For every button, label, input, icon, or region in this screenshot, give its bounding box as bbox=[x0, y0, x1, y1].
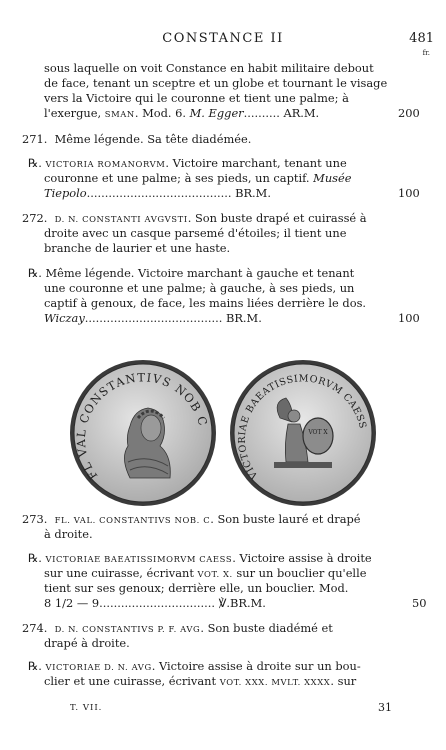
entry-number: 274. bbox=[22, 621, 48, 635]
reverse-symbol: ℞. bbox=[28, 266, 46, 280]
page-number: 481 bbox=[409, 31, 434, 46]
entry-number: 272. bbox=[22, 211, 48, 225]
text-line: captif à genoux, de face, les mains liées derrière le dos. bbox=[44, 296, 367, 310]
text-line: tient sur ses genoux; derrière elle, un bouclier. Mod. bbox=[44, 581, 349, 595]
entry-number: 271. bbox=[22, 132, 48, 146]
signature-mark: 31 bbox=[378, 701, 392, 714]
text-line: vers la Victoire qui le couronne et tient une palme; à bbox=[44, 91, 349, 105]
text-line: droite avec un casque parsemé d'étoiles; il tient une bbox=[44, 226, 347, 240]
reverse-description: ℞. VICTORIA ROMANORVM. Victoire marchant, tenant une bbox=[28, 156, 347, 170]
entry-272-title: 272. D. N. CONSTANTI AVGVSTI. Son buste drapé et cuirassé à bbox=[22, 211, 367, 225]
text-line: à droite. bbox=[44, 527, 93, 541]
text-line: Tiepolo........................................ BR.M. bbox=[44, 186, 271, 200]
text-line: sous laquelle on voit Constance en habit militaire debout bbox=[44, 61, 374, 75]
text-line: sur une cuirasse, écrivant VOT. X. sur un bouclier qu'elle bbox=[44, 566, 367, 580]
running-title: CONSTANCE II bbox=[162, 31, 284, 46]
entry-273-title: 273. FL. VAL. CONSTANTIVS NOB. C. Son buste lauré et drapé bbox=[22, 512, 361, 526]
reverse-description: ℞. Même légende. Victoire marchant à gauche et tenant bbox=[28, 266, 355, 280]
metal-mark: ℣.BR.M. bbox=[218, 596, 266, 610]
price-value: 100 bbox=[398, 311, 420, 325]
shield-inscription: VOT X bbox=[308, 429, 328, 436]
entry-274-title: 274. D. N. CONSTANTIVS P. F. AVG. Son buste diadémé et bbox=[22, 621, 333, 635]
price-value: 200 bbox=[398, 106, 420, 120]
price-value: 50 bbox=[412, 596, 427, 610]
entry-number: 273. bbox=[22, 512, 48, 526]
obverse-legend: FL VAL CONSTANTIVS NOB C bbox=[73, 370, 211, 483]
text-line: drapé à droite. bbox=[44, 636, 130, 650]
text-line: branche de laurier et une haste. bbox=[44, 241, 231, 255]
text-line: couronne et une palme; à ses pieds, un captif. Musée bbox=[44, 171, 352, 185]
reverse-description: ℞. VICTORIAE D. N. AVG. Victoire assise à droite sur un bou- bbox=[28, 659, 361, 673]
entry-271-title: 271. Même légende. Sa tête diadémée. bbox=[22, 132, 252, 146]
volume-mark: T. VII. bbox=[70, 703, 103, 713]
price-value: 100 bbox=[398, 186, 420, 200]
text-line: une couronne et une palme; à gauche, à ses pieds, un bbox=[44, 281, 355, 295]
reverse-legend: VICTORIAE BAEATISSIMORVM CAESS bbox=[236, 373, 369, 481]
price-unit-label: fr. bbox=[422, 49, 430, 57]
shield-figure bbox=[303, 418, 333, 454]
reverse-description: ℞. VICTORIAE BAEATISSIMORVM CAESS. Victoire assise à droite bbox=[28, 551, 372, 565]
coin-obverse-image bbox=[68, 358, 218, 508]
text-line: Wiczay...................................... BR.M. bbox=[44, 311, 262, 325]
text-line: 8 1/2 — 9................................ ℣.BR.M. bbox=[44, 596, 266, 610]
coin-reverse-image bbox=[228, 358, 378, 508]
reverse-symbol: ℞. bbox=[28, 659, 46, 673]
reverse-symbol: ℞. bbox=[28, 156, 46, 170]
reverse-symbol: ℞. bbox=[28, 551, 46, 565]
text-line: l'exergue, SMAN. Mod. 6. M. Egger.......... AR.M. bbox=[44, 106, 320, 120]
text-line: de face, tenant un sceptre et un globe et tournant le visage bbox=[44, 76, 388, 90]
text-line: clier et une cuirasse, écrivant VOT. XXX. MVLT. XXXX. sur bbox=[44, 674, 357, 688]
